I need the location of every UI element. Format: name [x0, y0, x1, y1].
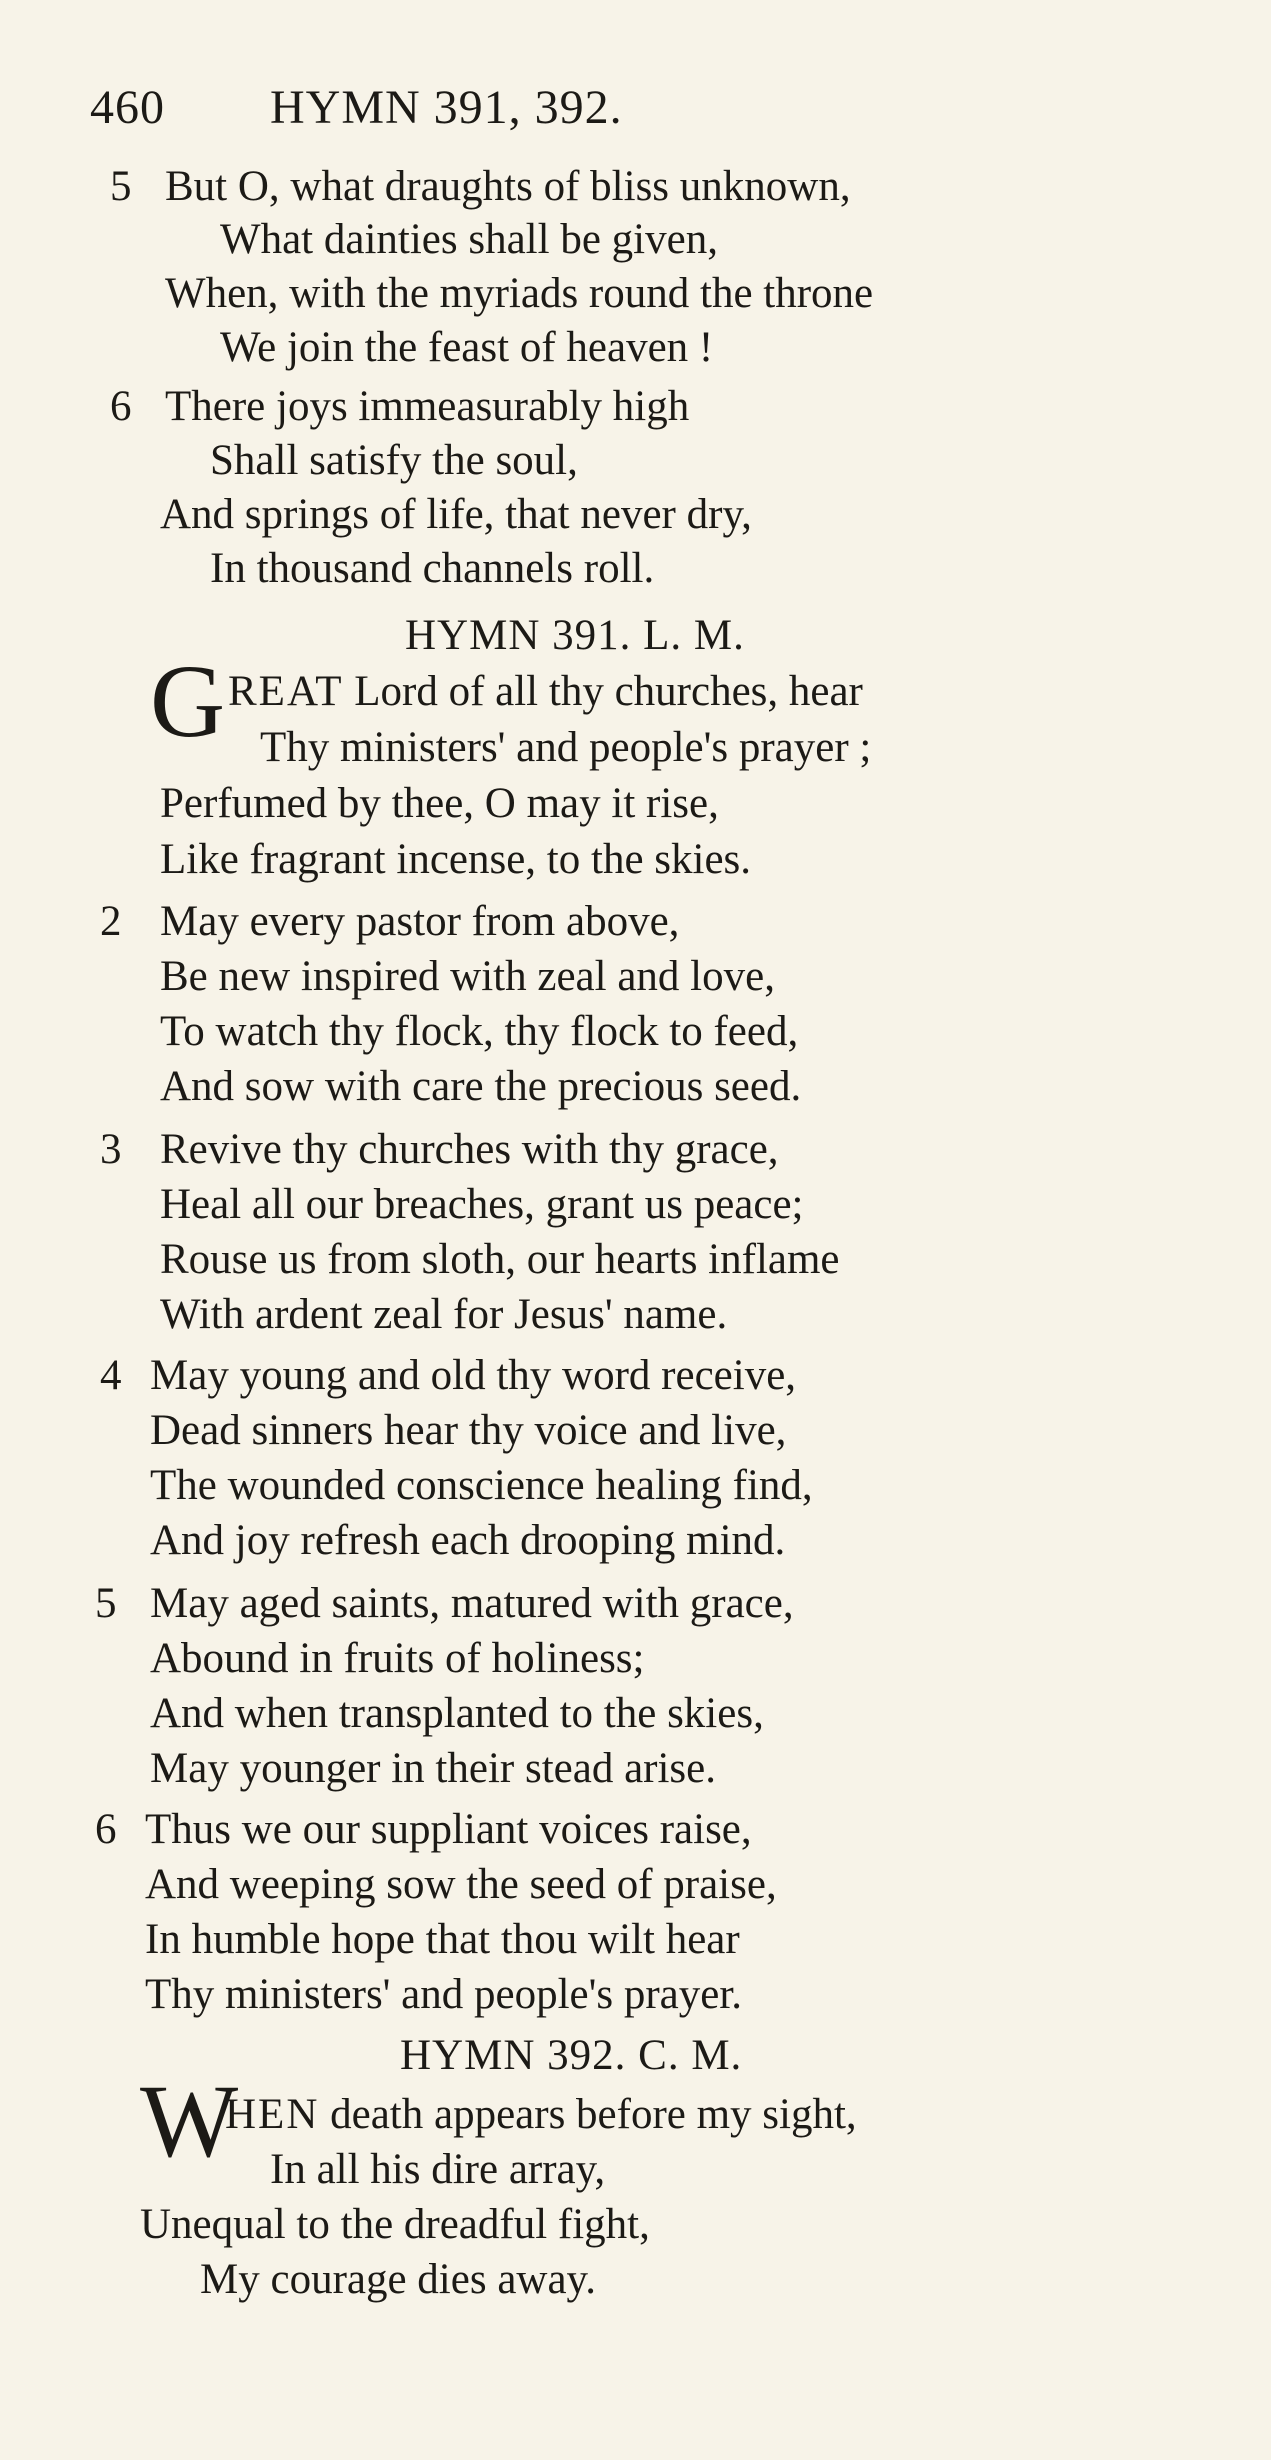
verse-line: In all his dire array, — [270, 2146, 606, 2193]
first-word-rest: REAT — [228, 668, 344, 715]
drop-cap: G — [150, 644, 226, 759]
verse-line: Thus we our suppliant voices raise, — [145, 1806, 752, 1853]
first-line-rest: death appears before my sight, — [319, 2091, 857, 2138]
verse-line: We join the feast of heaven ! — [220, 324, 714, 371]
verse-line: And when transplanted to the skies, — [150, 1690, 764, 1737]
stanza-number: 3 — [100, 1126, 122, 1173]
stanza-number: 5 — [95, 1580, 117, 1627]
stanza-number: 4 — [100, 1352, 122, 1399]
verse-line: And weeping sow the seed of praise, — [145, 1861, 777, 1908]
running-title: HYMN 391, 392. — [270, 81, 623, 134]
verse-line: Thy ministers' and people's prayer ; — [260, 724, 872, 771]
verse-line: Unequal to the dreadful fight, — [140, 2201, 650, 2248]
verse-line: What dainties shall be given, — [220, 216, 718, 263]
verse-line: Revive thy churches with thy grace, — [160, 1126, 779, 1173]
verse-line: May aged saints, matured with grace, — [150, 1580, 794, 1627]
verse-line: Dead sinners hear thy voice and live, — [150, 1407, 787, 1454]
verse-line: In thousand channels roll. — [210, 545, 655, 592]
verse-line: And sow with care the precious seed. — [160, 1063, 802, 1110]
verse-line: Rouse us from sloth, our hearts inflame — [160, 1236, 840, 1283]
verse-line: To watch thy flock, thy flock to feed, — [160, 1008, 799, 1055]
verse-line: But O, what draughts of bliss unknown, — [165, 163, 851, 210]
verse-line: And joy refresh each drooping mind. — [150, 1517, 786, 1564]
verse-line: There joys immeasurably high — [165, 383, 690, 430]
verse-line: In humble hope that thou wilt hear — [145, 1916, 740, 1963]
verse-line: And springs of life, that never dry, — [160, 491, 752, 538]
drop-cap: W — [140, 2064, 239, 2179]
verse-line: With ardent zeal for Jesus' name. — [160, 1291, 728, 1338]
verse-line: May young and old thy word receive, — [150, 1352, 797, 1399]
first-word-rest: HEN — [225, 2091, 320, 2138]
verse-line: Shall satisfy the soul, — [210, 437, 578, 484]
hymn-title: HYMN 392. C. M. — [400, 2032, 743, 2079]
verse-line: The wounded conscience healing find, — [150, 1462, 813, 1509]
page-header — [90, 80, 623, 135]
stanza-number: 2 — [100, 898, 122, 945]
stanza-number: 6 — [110, 383, 132, 430]
verse-line: Abound in fruits of holiness; — [150, 1635, 645, 1682]
verse-line: Be new inspired with zeal and love, — [160, 953, 775, 1000]
stanza-number: 5 — [110, 163, 132, 210]
first-line-rest: Lord of all thy churches, hear — [343, 668, 863, 715]
verse-line: May every pastor from above, — [160, 898, 680, 945]
verse-line: Thy ministers' and people's prayer. — [145, 1971, 743, 2018]
verse-line: Perfumed by thee, O may it rise, — [160, 780, 719, 827]
verse-line-first — [228, 670, 863, 713]
hymn-title: HYMN 391. L. M. — [405, 612, 745, 659]
verse-line: When, with the myriads round the throne — [165, 270, 874, 317]
verse-line: Heal all our breaches, grant us peace; — [160, 1181, 804, 1228]
stanza-number: 6 — [95, 1806, 117, 1853]
verse-line: May younger in their stead arise. — [150, 1745, 716, 1792]
verse-line: My courage dies away. — [200, 2256, 597, 2303]
verse-line: Like fragrant incense, to the skies. — [160, 836, 752, 883]
page-number: 460 — [90, 81, 165, 134]
verse-line-first — [225, 2093, 857, 2136]
